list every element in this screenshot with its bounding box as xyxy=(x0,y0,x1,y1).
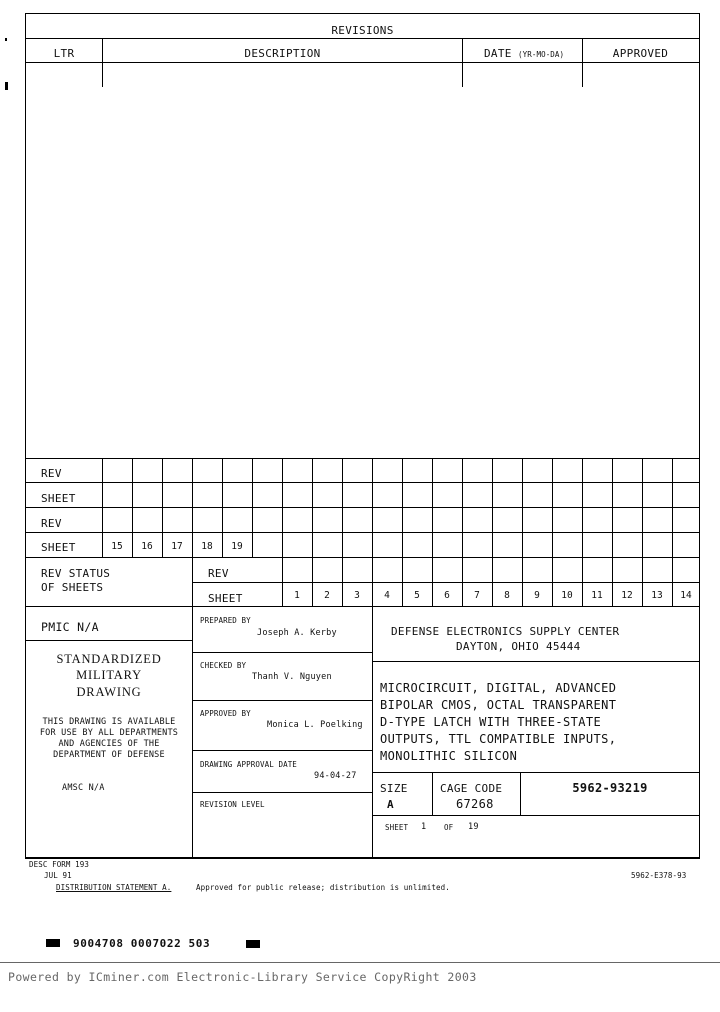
revisions-title: REVISIONS xyxy=(331,24,394,37)
sheet-total: 19 xyxy=(468,822,479,832)
checked-rule xyxy=(192,700,372,701)
availability-line: THIS DRAWING IS AVAILABLE xyxy=(42,717,176,727)
upper-sheet-number: 15 xyxy=(111,541,123,552)
frame-bottom xyxy=(25,857,700,859)
pmic-label: PMIC N/A xyxy=(41,620,99,634)
upper-sheet-number: 16 xyxy=(141,541,153,552)
rev-label-2: REV xyxy=(41,517,62,530)
title-line: MICROCIRCUIT, DIGITAL, ADVANCED xyxy=(380,681,617,695)
size-value: A xyxy=(387,798,394,811)
rev-status-line2: OF SHEETS xyxy=(41,581,104,594)
grid-col-18 xyxy=(642,458,643,606)
lower-sheet-number: 8 xyxy=(504,590,510,601)
standardized-line1: STANDARDIZED xyxy=(56,652,162,666)
grid-col-5 xyxy=(252,458,253,557)
lower-sheet-number: 2 xyxy=(324,590,330,601)
upper-sheet-number: 17 xyxy=(171,541,183,552)
grid-col-15 xyxy=(552,458,553,606)
title-line: BIPOLAR CMOS, OCTAL TRANSPARENT xyxy=(380,698,617,712)
rev-label-3: REV xyxy=(208,567,229,580)
size-label: SIZE xyxy=(380,782,408,795)
sheet-of: OF xyxy=(444,823,454,832)
approval-date-value: 94-04-27 xyxy=(314,771,357,781)
sheet-label-2: SHEET xyxy=(41,541,76,554)
frame-top xyxy=(25,13,700,14)
grid-col-16 xyxy=(582,458,583,606)
revision-level-label: REVISION LEVEL xyxy=(200,800,265,809)
size-divider xyxy=(432,772,433,815)
availability-line: FOR USE BY ALL DEPARTMENTS xyxy=(39,728,179,738)
lower-sheet-number: 14 xyxy=(680,590,692,601)
sheet-label-1: SHEET xyxy=(41,492,76,505)
grid-col-8 xyxy=(342,458,343,606)
amsc-label: AMSC N/A xyxy=(62,783,105,793)
standardized-line3: DRAWING xyxy=(76,685,142,699)
prepared-name: Joseph A. Kerby xyxy=(257,628,337,638)
upper-sheet-number: 18 xyxy=(201,541,213,552)
distribution-label: DISTRIBUTION STATEMENT A. xyxy=(56,883,172,892)
lower-sheet-number: 12 xyxy=(621,590,633,601)
title-line: D-TYPE LATCH WITH THREE-STATE xyxy=(380,715,602,729)
approved-header: APPROVED xyxy=(612,47,669,60)
agency-line1: DEFENSE ELECTRONICS SUPPLY CENTER xyxy=(391,625,620,638)
availability-line: DEPARTMENT OF DEFENSE xyxy=(53,750,165,760)
grid-col-11 xyxy=(432,458,433,606)
grid-col-10 xyxy=(402,458,403,606)
prepared-rule xyxy=(192,652,372,653)
approval-date-label: DRAWING APPROVAL DATE xyxy=(200,760,297,769)
grid-row-4 xyxy=(25,557,700,558)
ltr-divider xyxy=(102,38,103,87)
lower-sheet-number: 11 xyxy=(591,590,603,601)
grid-col-12 xyxy=(462,458,463,606)
ltr-header: LTR xyxy=(53,47,75,60)
agency-line2: DAYTON, OHIO 45444 xyxy=(456,640,581,653)
code-right: 5962-E378-93 xyxy=(631,871,687,880)
date-divider-right xyxy=(582,38,583,87)
date-format: (YR-MO-DA) xyxy=(518,50,565,59)
revisions-header-rule xyxy=(25,62,700,63)
lower-sheet-number: 13 xyxy=(651,590,663,601)
form-date: JUL 91 xyxy=(44,871,72,880)
grid-col-19 xyxy=(672,458,673,606)
barcode-bar-left xyxy=(46,939,60,947)
lower-sheet-number: 7 xyxy=(474,590,480,601)
cage-label: CAGE CODE xyxy=(440,782,503,795)
cage-value: 67268 xyxy=(456,797,494,811)
barcode-bar-right xyxy=(246,940,260,948)
checked-label: CHECKED BY xyxy=(200,661,247,670)
sign-column-divider xyxy=(372,606,373,858)
rev-label-1: REV xyxy=(41,467,62,480)
form-number: DESC FORM 193 xyxy=(29,860,89,869)
lower-sheet-number: 3 xyxy=(354,590,360,601)
grid-col-6 xyxy=(282,458,283,606)
checked-name: Thanh V. Nguyen xyxy=(252,672,332,682)
lower-sheet-number: 5 xyxy=(414,590,420,601)
grid-col-13 xyxy=(492,458,493,606)
rev-status-line1: REV STATUS xyxy=(41,567,111,580)
upper-sheet-number: 19 xyxy=(231,541,243,552)
grid-row-1 xyxy=(25,482,700,483)
margin-mark xyxy=(5,38,7,41)
date-divider-left xyxy=(462,38,463,87)
description-header: DESCRIPTION xyxy=(244,47,321,60)
lower-sheet-number: 1 xyxy=(294,590,300,601)
lower-sheet-number: 9 xyxy=(534,590,540,601)
grid-label-divider-lower xyxy=(192,557,193,606)
size-rule xyxy=(372,815,699,816)
lower-sheet-number: 4 xyxy=(384,590,390,601)
prepared-label: PREPARED BY xyxy=(200,616,251,625)
revisions-rule xyxy=(25,38,700,39)
title-line: MONOLITHIC SILICON xyxy=(380,749,518,763)
margin-mark xyxy=(5,82,8,90)
grid-col-9 xyxy=(372,458,373,606)
distribution-text: Approved for public release; distribution is unlimited. xyxy=(196,883,450,892)
grid-col-14 xyxy=(522,458,523,606)
title-line: OUTPUTS, TTL COMPATIBLE INPUTS, xyxy=(380,732,617,746)
date-rule xyxy=(192,792,372,793)
barcode-text: 9004708 0007022 503 xyxy=(73,937,211,950)
sheet-label-3: SHEET xyxy=(208,592,243,605)
footer-rule xyxy=(0,962,720,963)
grid-bottom xyxy=(25,606,700,607)
pmic-rule xyxy=(25,640,192,641)
grid-top xyxy=(25,458,700,459)
lower-sheet-number: 6 xyxy=(444,590,450,601)
footer-text: Powered by ICminer.com Electronic-Library Service CopyRight 2003 xyxy=(8,970,477,984)
grid-row-5 xyxy=(192,582,700,583)
agency-rule xyxy=(372,661,699,662)
sheet-number: 1 xyxy=(421,822,427,832)
standardized-line2: MILITARY xyxy=(76,668,142,682)
availability-line: AND AGENCIES OF THE xyxy=(58,739,160,749)
drawing-number: 5962-93219 xyxy=(572,781,648,795)
date-header: DATE xyxy=(484,47,512,60)
grid-col-7 xyxy=(312,458,313,606)
grid-row-3 xyxy=(25,532,700,533)
approved-label: APPROVED BY xyxy=(200,709,251,718)
sheet-label: SHEET xyxy=(385,823,409,832)
title-rule xyxy=(372,772,699,773)
grid-col-17 xyxy=(612,458,613,606)
lower-sheet-number: 10 xyxy=(561,590,573,601)
left-column-divider xyxy=(192,606,193,858)
approved-name: Monica L. Poelking xyxy=(267,720,363,730)
approved-rule xyxy=(192,750,372,751)
frame-right xyxy=(699,13,700,858)
grid-row-2 xyxy=(25,507,700,508)
